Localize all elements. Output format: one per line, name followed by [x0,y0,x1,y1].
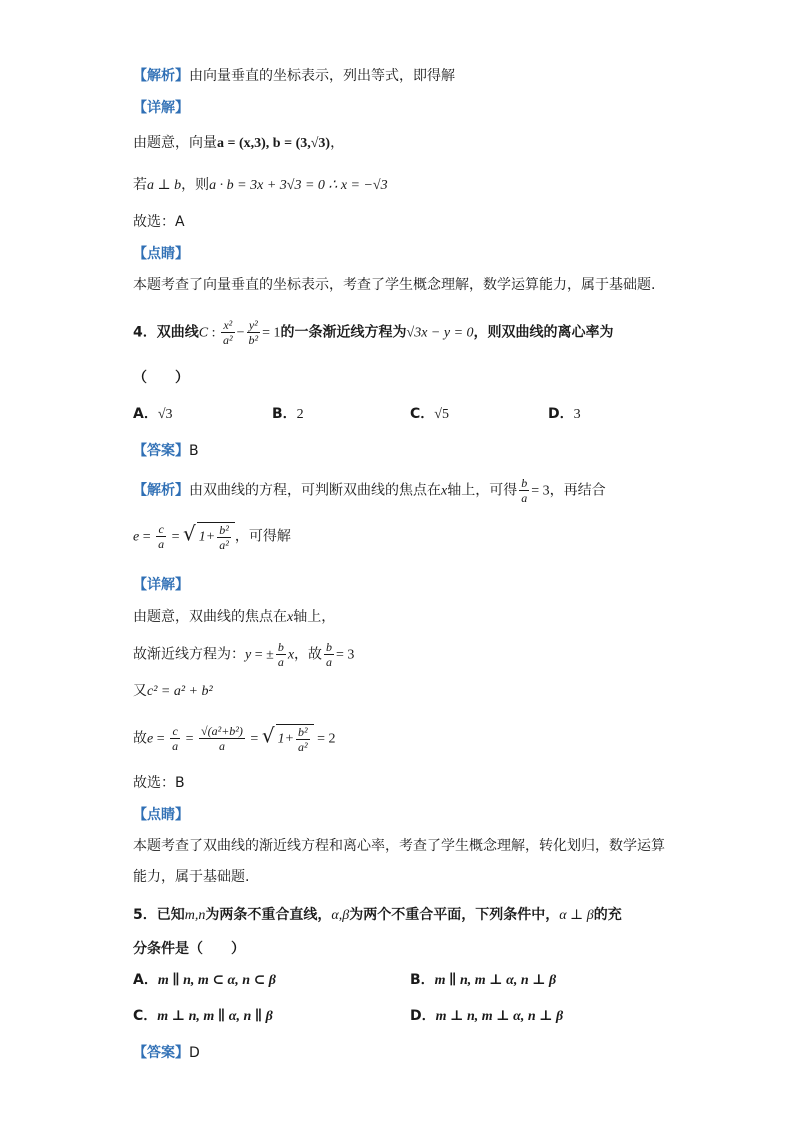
q4-analysis-line-2: e = $\frac{c}{a}$ = √ 1+ $\frac{\text{b²}}{\text{a²}}$ ，可得解 [133,521,291,552]
option-label: D． [548,406,574,422]
text: ，可得解 [234,528,291,545]
line-vars: m,n [184,908,206,923]
q3-detail-line-1 [133,133,344,154]
sqrt-expression: 1+ $\frac{\text{b²}}{\text{a²}}$ [197,522,235,552]
answer-value: D [189,1045,200,1061]
fraction-y2-b2: $\frac{\text{y²}}{\text{b²}}$ [248,318,259,347]
q4-option-d [548,404,581,425]
text: ，则双曲线的离心率为 [473,324,614,341]
q4-comment-line-1 [133,836,665,856]
q4-detail-line-3 [133,681,213,702]
q4-answer-line [133,441,199,461]
analysis-tag: 【解析】 [133,482,189,499]
detail-tag: 【详解】 [133,577,189,593]
q4-option-b [272,404,304,425]
text: 轴上，可得 [447,482,518,499]
comment-text: 本题考查了双曲线的渐近线方程和离心率，考查了学生概念理解，转化划归，数学运算 [133,838,665,854]
question-number: 4． [133,324,157,341]
comment-tag: 【点睛】 [133,807,189,823]
axis-var: x [441,483,448,499]
analysis-text: 由向量垂直的坐标表示，列出等式，即得解 [189,68,455,84]
curve-name: C [198,325,209,341]
option-value: m ⊥ n, m ∥ α, n ∥ β [157,1009,273,1024]
q4-answer-line-2 [133,773,185,793]
q4-option-c [410,404,449,425]
q5-option-a [133,970,276,991]
q5-option-b [410,970,556,991]
comment-tag: 【点睛】 [133,246,189,262]
text: 若 [133,177,147,193]
perp-expression: a ⊥ b [147,178,182,193]
text: 的一条渐近线方程为 [280,324,407,341]
q4-comment-tag-line [133,805,189,825]
q4-detail-tag-line [133,575,189,595]
fraction-b-a: $\frac{b}{a}$ [277,640,284,669]
fraction-b-a: $\frac{b}{a}$ [521,476,528,505]
q4-paren-line [133,368,189,388]
text: 为两个不重合平面，下列条件中， [349,907,560,923]
fraction-c-a: $\frac{c}{a}$ [172,724,179,754]
fraction-b-a: $\frac{b}{a}$ [326,640,333,669]
q5-option-c [133,1006,273,1027]
option-value: 2 [296,407,304,422]
text: 故渐近线方程为： [133,646,245,663]
q5-stem-line-2 [133,939,245,959]
option-value: m ∥ n, m ⊥ α, n ⊥ β [434,973,557,988]
vector-expression: a = (x,3), b = (3,√3) [217,136,331,151]
option-label: B． [410,972,435,988]
answer-tag: 【答案】 [133,443,189,459]
option-label: C． [133,1008,158,1024]
q4-detail-line-2: 故渐近线方程为：y = ± $\frac{b}{a}$ x，故 $\frac{b}{a}$ = 3 [133,640,355,669]
fraction-sqrt-a2b2-a: $\frac{\text{√(a²+b²)}}{a}$ [201,724,243,754]
option-value: √3 [157,407,173,422]
answer-text: 故选：A [133,214,185,230]
answer-paren: （ ） [133,370,189,386]
answer-tag: 【答案】 [133,1045,189,1061]
text: ，故 [294,646,323,663]
text: 为两条不重合直线， [205,907,332,923]
plane-vars: α,β [331,908,350,923]
q3-detail-line-2 [133,175,388,196]
text: 双曲线 [156,324,199,341]
q4-analysis-line: 【解析】由双曲线的方程，可判断双曲线的焦点在x轴上，可得 $\frac{b}{a}$ = 3，再结合 [133,476,606,505]
text: ，则 [181,177,210,193]
question-number: 5． [133,907,157,923]
perp-expression: α ⊥ β [559,908,594,923]
q4-detail-line-1 [133,607,335,628]
text: ，再结合 [549,482,606,499]
text: 又 [133,683,147,699]
q4-stem-line: 4．双曲线C : $\frac{\text{x²}}{\text{a²}}$ − $\frac{\text{y²}}{\text{b²}}$ = 1的一条渐近线方程为√3x − y = 0，则双曲线的离心率为 [133,318,614,347]
text: 的充 [593,907,622,923]
option-value: √5 [434,407,449,422]
text: 由题意，向量 [133,135,217,151]
q3-detail-tag-line [133,98,189,118]
fraction-c-a: $\frac{c}{a}$ [158,522,165,552]
answer-text: 故选：B [133,775,185,791]
option-value: m ∥ n, m ⊂ α, n ⊂ β [157,973,276,988]
q4-detail-line-4: 故e = $\frac{c}{a}$ = $\frac{\text{√(a²+b²)}}{a}$ = √ 1+ $\frac{\text{b²}}{\text{a²}}$ = 2 [133,723,336,754]
option-label: B． [272,406,297,422]
q3-comment-tag-line [133,244,189,264]
q3-answer-line [133,212,185,232]
q5-option-d [410,1006,563,1027]
axis-var: x [287,610,294,625]
q4-option-a [133,404,173,425]
dot-product-expression: a · b = 3x + 3√3 = 0 ∴ x = −√3 [209,178,388,193]
q4-comment-line-2 [133,867,249,887]
relation-expression: c² = a² + b² [147,684,213,699]
asymptote-equation: √3x − y = 0 [406,325,474,341]
option-value: 3 [573,407,581,422]
analysis-tag: 【解析】 [133,68,189,84]
text: 轴上， [293,609,336,625]
text: 分条件是（ ） [133,941,245,957]
option-label: D． [410,1008,436,1024]
text: 由双曲线的方程，可判断双曲线的焦点在 [189,482,441,499]
option-label: A． [133,972,158,988]
q3-comment-line [133,275,655,295]
option-value: m ⊥ n, m ⊥ α, n ⊥ β [435,1009,564,1024]
fraction-x2-a2: $\frac{\text{x²}}{\text{a²}}$ [222,318,233,347]
answer-value: B [189,443,199,459]
q3-analysis-line [133,66,455,86]
option-label: C． [410,406,435,422]
comment-text: 能力，属于基础题. [133,869,250,885]
sqrt-expression: 1+ $\frac{\text{b²}}{\text{a²}}$ [276,724,314,754]
text: 由题意，双曲线的焦点在 [133,609,287,625]
q5-stem-line [133,905,622,926]
text: ， [330,135,345,151]
text: 已知 [156,907,185,923]
text: 故 [133,730,147,747]
comment-text: 本题考查了向量垂直的坐标表示，考查了学生概念理解，数学运算能力，属于基础题. [133,277,656,293]
q5-answer-line [133,1043,200,1063]
option-label: A． [133,406,158,422]
detail-tag: 【详解】 [133,100,189,116]
